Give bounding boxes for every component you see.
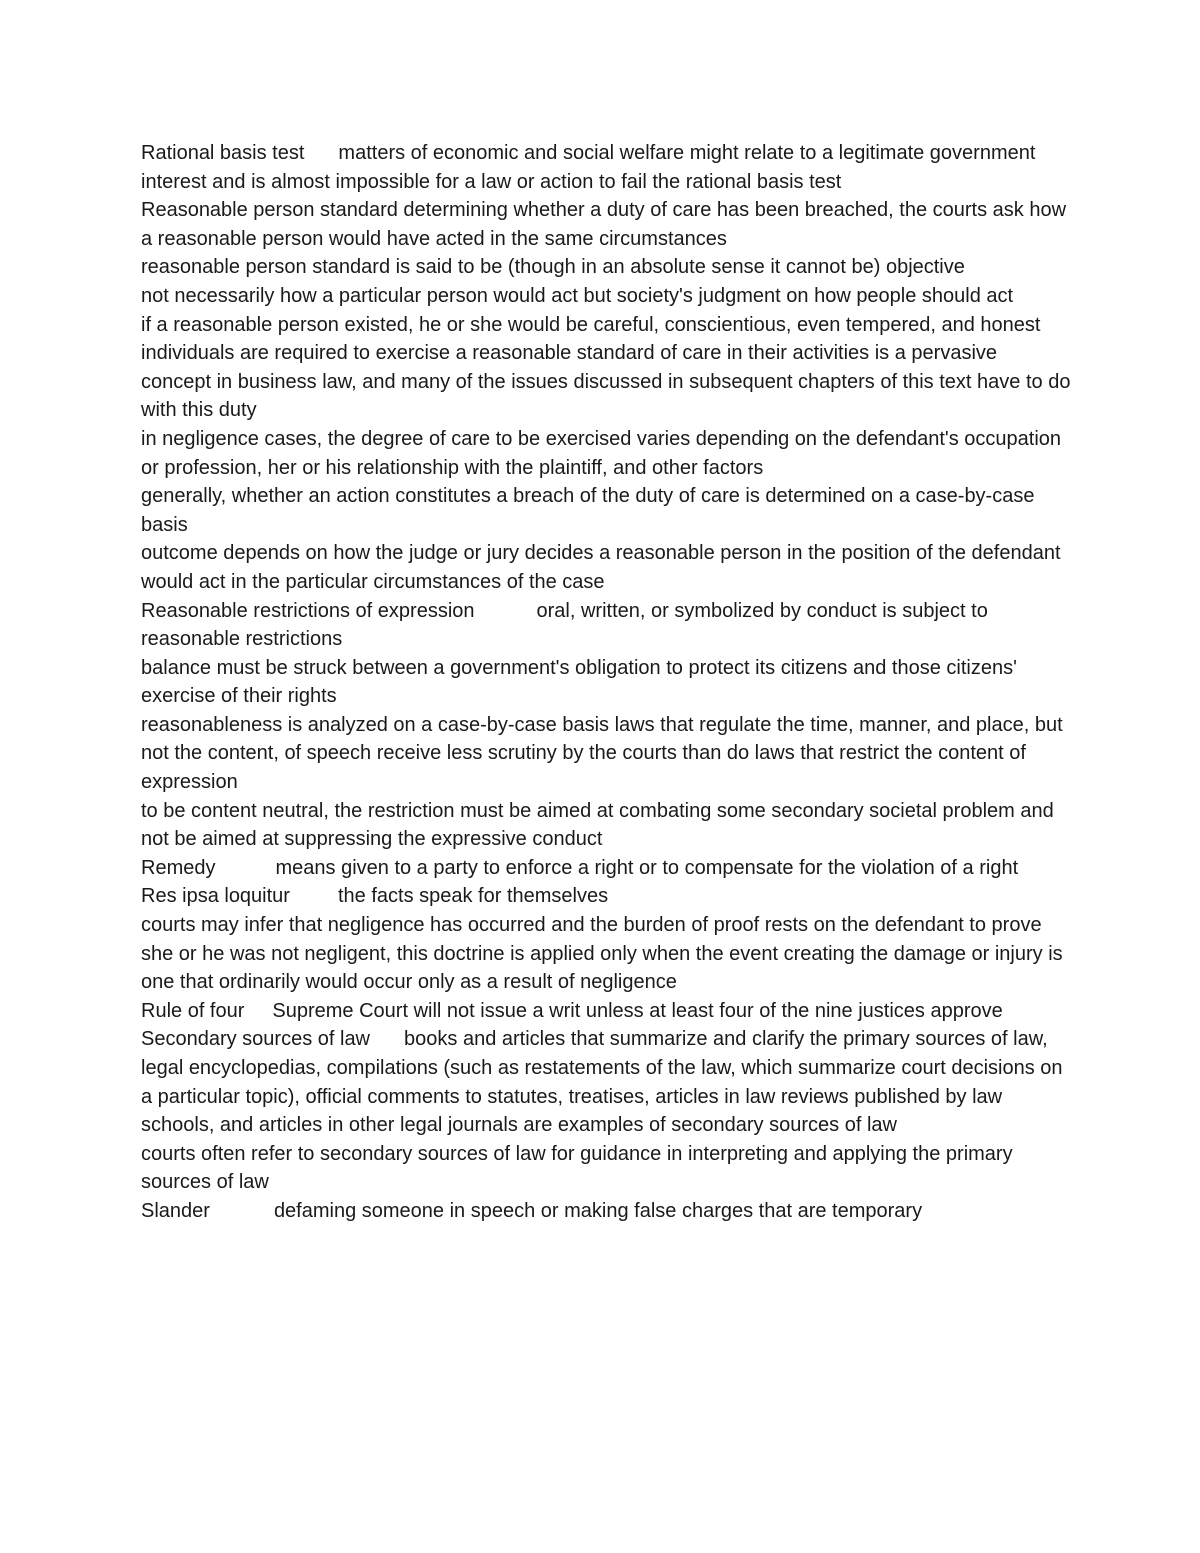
term: Rule of four — [141, 999, 245, 1022]
entry-text-line: balance must be struck between a government's obligation to protect its citizens and those citizens' exercise of their rights — [141, 656, 1023, 708]
entry-rule-of-four — [141, 997, 1071, 1026]
entry-text-line: reasonable person standard is said to be (though in an absolute sense it cannot be) objective — [141, 256, 965, 279]
term: Rational basis test — [141, 142, 305, 164]
entry-text-line: Reasonable person standard determining whether a duty of care has been breached, the courts ask how a reasonable person would have acted in the same circumstances — [141, 199, 1072, 250]
definition: oral, written, or symbolized by conduct is subject to reasonable restrictions — [141, 599, 994, 651]
entry-text-line: not necessarily how a particular person would act but society's judgment on how people should act — [141, 284, 1014, 307]
entry-text-line: courts often refer to secondary sources of law for guidance in interpreting and applying the primary sources of law — [141, 1142, 1019, 1194]
term: Remedy — [141, 856, 216, 879]
term: Slander — [141, 1199, 210, 1222]
entry-reasonable-restrictions — [141, 597, 1071, 654]
entry-text-line: in negligence cases, the degree of care to be exercised varies depending on the defendant's occupation or profession, her or his relationship with the plaintiff, and other factors — [141, 427, 1067, 479]
entry-text-line: generally, whether an action constitutes a breach of the duty of care is determined on a case-by-case basis — [141, 485, 1041, 536]
entry-rational-basis-test — [141, 139, 1071, 196]
entry-secondary-sources-of-law — [141, 1025, 1071, 1139]
definition: means given to a party to enforce a right or to compensate for the violation of a right — [275, 856, 1019, 879]
definition: books and articles that summarize and clarify the primary sources of law, legal encyclopedias, compilations (such as restatements of the law, which summarize court decisions on a particular topic), official comments to statutes, treatises, articles in law reviews published by law schools, and articles in other legal journals are examples of secondary sources of law — [141, 1028, 1069, 1137]
entry-text-line: to be content neutral, the restriction must be aimed at combating some secondary societal problem and not be aimed at suppressing the expressive conduct — [141, 799, 1060, 851]
definition: the facts speak for themselves — [337, 885, 609, 908]
entry-text-line: individuals are required to exercise a reasonable standard of care in their activities is a pervasive concept in business law, and many of the issues discussed in subsequent chapters of this text have to do with this duty — [141, 342, 1077, 422]
definition: defaming someone in speech or making false charges that are temporary — [273, 1199, 923, 1222]
term: Res ipsa loquitur — [141, 885, 290, 908]
definition: Supreme Court will not issue a writ unless at least four of the nine justices approve — [272, 999, 1003, 1022]
term: Secondary sources of law — [141, 1028, 371, 1051]
entry-slander — [141, 1197, 1071, 1226]
term: Reasonable restrictions of expression — [141, 599, 475, 622]
entry-remedy — [141, 854, 1071, 883]
definition: matters of economic and social welfare might relate to a legitimate government interest and is almost impossible for a law or action to fail the rational basis test — [141, 142, 1041, 193]
document-page — [141, 139, 1077, 1226]
entry-text-line: courts may infer that negligence has occurred and the burden of proof rests on the defendant to prove she or he was not negligent, this doctrine is applied only when the event creating the damage or injury is one that ordinarily would occur only as a result of negligence — [141, 914, 1069, 994]
entry-text-line: if a reasonable person existed, he or she would be careful, conscientious, even tempered, and honest — [141, 313, 1041, 336]
entry-text-line: reasonableness is analyzed on a case-by-case basis laws that regulate the time, manner, and place, but not the content, of speech receive less scrutiny by the courts than do laws that restrict the content of expression — [141, 713, 1069, 794]
entry-res-ipsa-loquitur — [141, 882, 1071, 911]
entry-text-line: outcome depends on how the judge or jury decides a reasonable person in the position of the defendant would act in the particular circumstances of the case — [141, 542, 1067, 593]
